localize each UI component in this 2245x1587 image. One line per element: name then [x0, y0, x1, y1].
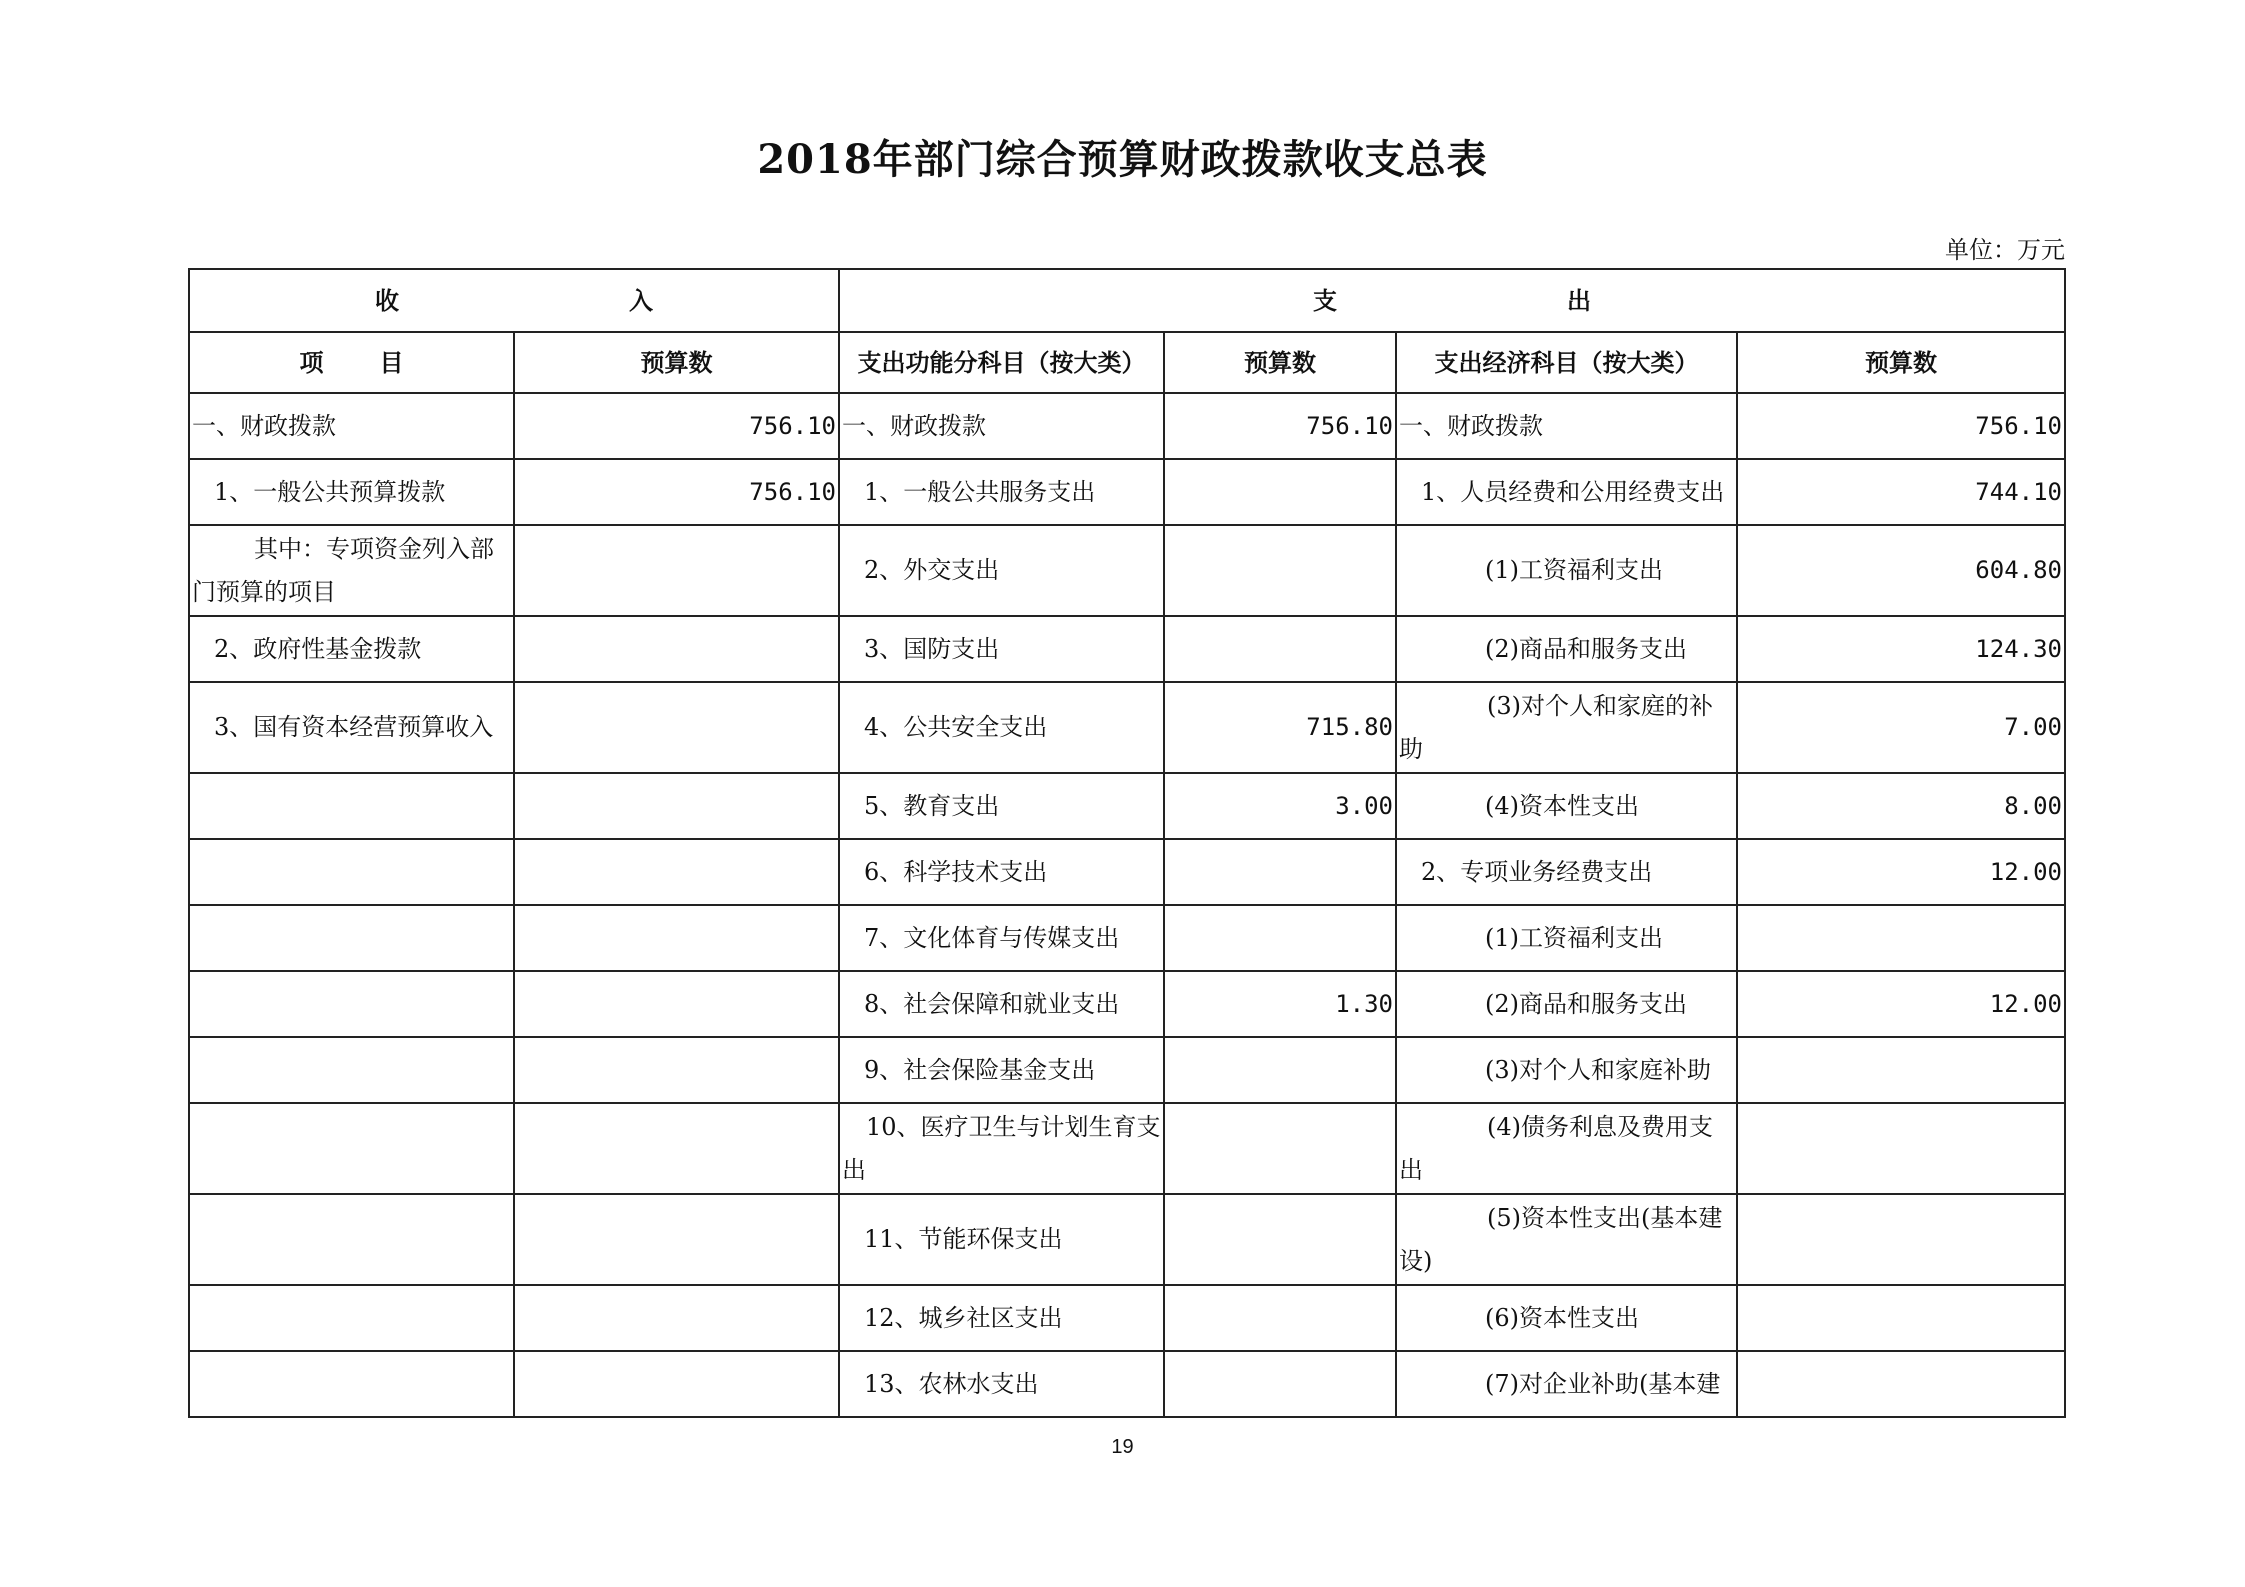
economic-amount: 756.10 — [1737, 393, 2065, 459]
table-row — [189, 393, 2065, 459]
col-header-budget-1: 预算数 — [514, 332, 839, 393]
function-item: 12、城乡社区支出 — [839, 1285, 1164, 1351]
function-amount: 1.30 — [1164, 971, 1396, 1037]
table-row — [189, 682, 2065, 773]
expense-char-1: 支 — [1313, 286, 1337, 315]
table-row — [189, 773, 2065, 839]
col-header-function: 支出功能分科目（按大类） — [839, 332, 1164, 393]
income-amount — [514, 1037, 839, 1103]
function-amount — [1164, 1351, 1396, 1417]
col-header-budget-3: 预算数 — [1737, 332, 2065, 393]
budget-table — [188, 268, 2066, 1418]
function-item: 2、外交支出 — [839, 525, 1164, 616]
col-header-item-a: 项 — [299, 348, 324, 377]
function-amount: 756.10 — [1164, 393, 1396, 459]
table-row — [189, 1103, 2065, 1194]
function-item: 7、文化体育与传媒支出 — [839, 905, 1164, 971]
function-item: 4、公共安全支出 — [839, 682, 1164, 773]
economic-amount: 8.00 — [1737, 773, 2065, 839]
income-amount — [514, 905, 839, 971]
table-row — [189, 459, 2065, 525]
economic-amount — [1737, 1285, 2065, 1351]
economic-item: (1)工资福利支出 — [1396, 525, 1737, 616]
function-amount — [1164, 1103, 1396, 1194]
income-char-1: 收 — [375, 286, 399, 315]
function-item: 6、科学技术支出 — [839, 839, 1164, 905]
unit-label: 单位：万元 — [1945, 236, 2065, 264]
income-item: 3、国有资本经营预算收入 — [189, 682, 514, 773]
table-row — [189, 616, 2065, 682]
col-header-economic: 支出经济科目（按大类） — [1396, 332, 1737, 393]
economic-amount: 124.30 — [1737, 616, 2065, 682]
income-item — [189, 839, 514, 905]
economic-amount — [1737, 1194, 2065, 1285]
income-amount — [514, 616, 839, 682]
economic-amount: 604.80 — [1737, 525, 2065, 616]
income-amount — [514, 682, 839, 773]
economic-item: (3)对个人和家庭的补助 — [1396, 682, 1737, 773]
page-title: 2018年部门综合预算财政拨款收支总表 — [757, 136, 1488, 183]
economic-item: 1、人员经费和公用经费支出 — [1396, 459, 1737, 525]
column-header-row — [189, 332, 2065, 393]
col-header-item — [189, 332, 514, 393]
economic-amount — [1737, 1103, 2065, 1194]
table-row — [189, 1351, 2065, 1417]
income-amount: 756.10 — [514, 393, 839, 459]
economic-amount: 12.00 — [1737, 839, 2065, 905]
function-amount — [1164, 1037, 1396, 1103]
economic-item: (2)商品和服务支出 — [1396, 616, 1737, 682]
function-amount — [1164, 459, 1396, 525]
page-number: 19 — [1111, 1436, 1134, 1458]
income-item: 其中：专项资金列入部门预算的项目 — [189, 525, 514, 616]
function-item: 8、社会保障和就业支出 — [839, 971, 1164, 1037]
income-item: 2、政府性基金拨款 — [189, 616, 514, 682]
income-amount — [514, 1103, 839, 1194]
economic-item: (1)工资福利支出 — [1396, 905, 1737, 971]
table-row — [189, 525, 2065, 616]
col-header-budget-2: 预算数 — [1164, 332, 1396, 393]
expense-char-2: 出 — [1567, 286, 1591, 315]
income-item: 一、财政拨款 — [189, 393, 514, 459]
table-row — [189, 905, 2065, 971]
function-item: 13、农林水支出 — [839, 1351, 1164, 1417]
function-amount: 3.00 — [1164, 773, 1396, 839]
economic-amount: 744.10 — [1737, 459, 2065, 525]
expense-section-header — [839, 269, 2065, 332]
function-item: 9、社会保险基金支出 — [839, 1037, 1164, 1103]
economic-item: 2、专项业务经费支出 — [1396, 839, 1737, 905]
income-item — [189, 971, 514, 1037]
table-row — [189, 839, 2065, 905]
table-row — [189, 1285, 2065, 1351]
table-row — [189, 1194, 2065, 1285]
economic-item: (4)资本性支出 — [1396, 773, 1737, 839]
income-amount — [514, 1351, 839, 1417]
income-amount — [514, 1194, 839, 1285]
table-row — [189, 971, 2065, 1037]
income-item — [189, 1103, 514, 1194]
function-amount — [1164, 1285, 1396, 1351]
income-amount: 756.10 — [514, 459, 839, 525]
economic-amount — [1737, 905, 2065, 971]
function-item: 一、财政拨款 — [839, 393, 1164, 459]
income-amount — [514, 525, 839, 616]
economic-item: 一、财政拨款 — [1396, 393, 1737, 459]
income-item — [189, 1037, 514, 1103]
income-item — [189, 1285, 514, 1351]
economic-item: (6)资本性支出 — [1396, 1285, 1737, 1351]
income-item: 1、一般公共预算拨款 — [189, 459, 514, 525]
income-item — [189, 905, 514, 971]
income-amount — [514, 971, 839, 1037]
economic-amount: 7.00 — [1737, 682, 2065, 773]
economic-item: (3)对个人和家庭补助 — [1396, 1037, 1737, 1103]
economic-item: (5)资本性支出(基本建设) — [1396, 1194, 1737, 1285]
economic-amount — [1737, 1351, 2065, 1417]
income-amount — [514, 1285, 839, 1351]
income-amount — [514, 839, 839, 905]
function-item: 3、国防支出 — [839, 616, 1164, 682]
function-item: 11、节能环保支出 — [839, 1194, 1164, 1285]
function-item: 1、一般公共服务支出 — [839, 459, 1164, 525]
function-amount — [1164, 905, 1396, 971]
economic-item: (2)商品和服务支出 — [1396, 971, 1737, 1037]
function-amount — [1164, 525, 1396, 616]
function-item: 10、医疗卫生与计划生育支出 — [839, 1103, 1164, 1194]
function-amount — [1164, 1194, 1396, 1285]
function-amount — [1164, 616, 1396, 682]
income-char-2: 入 — [629, 286, 653, 315]
income-section-header — [189, 269, 839, 332]
function-item: 5、教育支出 — [839, 773, 1164, 839]
function-amount — [1164, 839, 1396, 905]
economic-item: (7)对企业补助(基本建 — [1396, 1351, 1737, 1417]
income-item — [189, 773, 514, 839]
income-amount — [514, 773, 839, 839]
economic-item: (4)债务利息及费用支出 — [1396, 1103, 1737, 1194]
economic-amount: 12.00 — [1737, 971, 2065, 1037]
economic-amount — [1737, 1037, 2065, 1103]
section-header-row — [189, 269, 2065, 332]
table-row — [189, 1037, 2065, 1103]
income-item — [189, 1351, 514, 1417]
function-amount: 715.80 — [1164, 682, 1396, 773]
col-header-item-b: 目 — [379, 348, 404, 377]
income-item — [189, 1194, 514, 1285]
